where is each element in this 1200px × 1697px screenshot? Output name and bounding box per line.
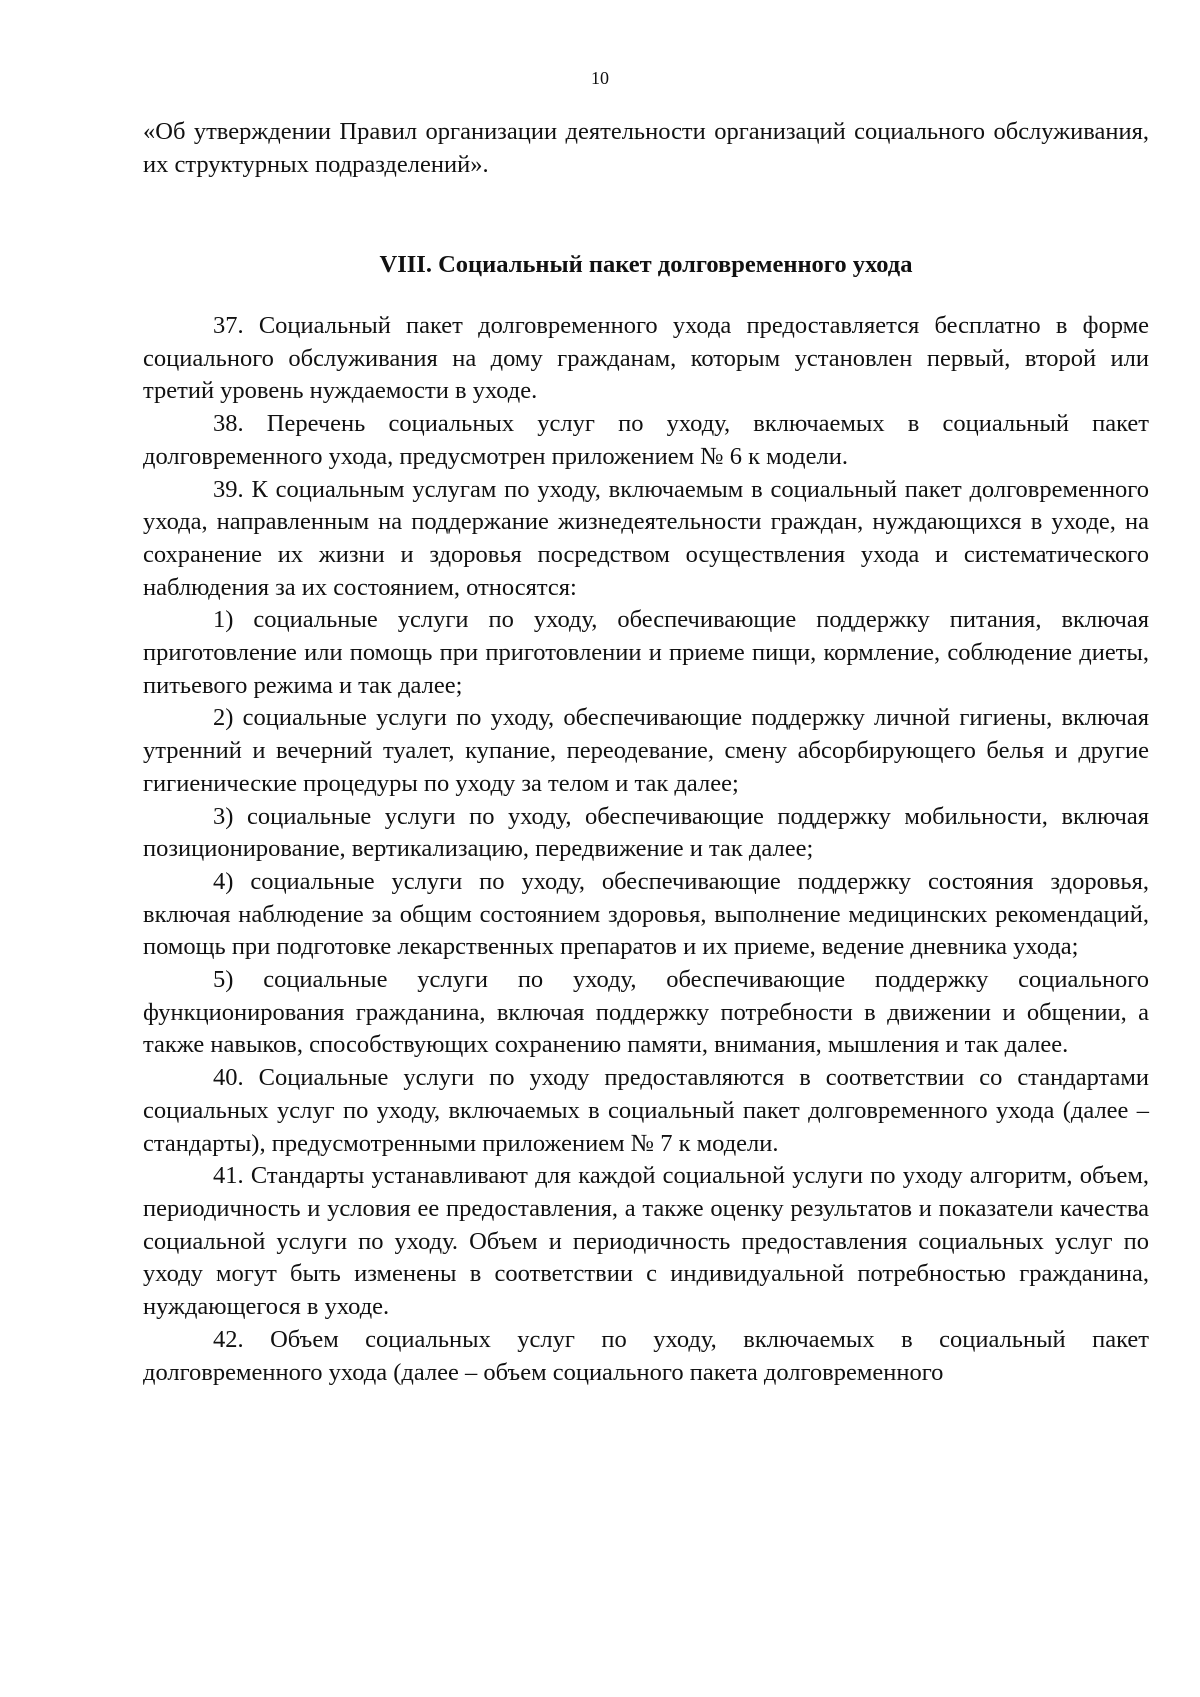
- paragraph-39: 39. К социальным услугам по уходу, включаемым в социальный пакет долговременного ухода, направленным на поддержание жизнедеятельности граждан, нуждающихся в уходе, на сохранение их жизни и здоровья посредством осуществления ухода и систематического наблюдения за их состоянием, относятся:: [143, 475, 1149, 601]
- document-body: [143, 310, 1149, 1389]
- list-item-2: 2) социальные услуги по уходу, обеспечивающие поддержку личной гигиены, включая утренний и вечерний туалет, купание, переодевание, смену абсорбирующего белья и другие гигиенические процедуры по уходу за телом и так далее;: [143, 704, 1149, 797]
- paragraph-42: 42. Объем социальных услуг по уходу, включаемых в социальный пакет долговременного ухода (далее – объем социального пакета долговременного: [143, 1325, 1149, 1386]
- intro-text: «Об утверждении Правил организации деятельности организаций социального обслуживания, их структурных подразделений».: [143, 118, 1149, 178]
- list-item-1: 1) социальные услуги по уходу, обеспечивающие поддержку питания, включая приготовление или помощь при приготовлении и приеме пищи, кормление, соблюдение диеты, питьевого режима и так далее;: [143, 606, 1149, 699]
- paragraph-41: 41. Стандарты устанавливают для каждой социальной услуги по уходу алгоритм, объем, периодичность и условия ее предоставления, а также оценку результатов и показатели качества социальной услуги по уходу. Объем и периодичность предоставления социальных услуг по уходу могут быть изменены в соответствии с индивидуальной потребностью гражданина, нуждающегося в уходе.: [143, 1162, 1149, 1321]
- page-number: 10: [591, 68, 609, 88]
- paragraph-37: 37. Социальный пакет долговременного ухода предоставляется бесплатно в форме социального обслуживания на дому гражданам, которым установлен первый, второй или третий уровень нуждаемости в уходе.: [143, 312, 1149, 405]
- paragraph-38: 38. Перечень социальных услуг по уходу, включаемых в социальный пакет долговременного ухода, предусмотрен приложением № 6 к модели.: [143, 410, 1149, 470]
- section-title: VIII. Социальный пакет долговременного ухода: [379, 251, 913, 278]
- intro-paragraph: [143, 116, 1149, 181]
- list-item-5: 5) социальные услуги по уходу, обеспечивающие поддержку социального функционирования гражданина, включая поддержку потребности в движении и общении, а также навыков, способствующих сохранению памяти, внимания, мышления и так далее.: [143, 966, 1149, 1059]
- list-item-3: 3) социальные услуги по уходу, обеспечивающие поддержку мобильности, включая позиционирование, вертикализацию, передвижение и так далее;: [143, 802, 1149, 863]
- paragraph-40: 40. Социальные услуги по уходу предоставляются в соответствии со стандартами социальных услуг по уходу, включаемых в социальный пакет долговременного ухода (далее – стандарты), предусмотренными приложением № 7 к модели.: [143, 1064, 1149, 1157]
- list-item-4: 4) социальные услуги по уходу, обеспечивающие поддержку состояния здоровья, включая наблюдение за общим состоянием здоровья, выполнение медицинских рекомендаций, помощь при подготовке лекарственных препаратов и их приеме, ведение дневника ухода;: [143, 867, 1149, 961]
